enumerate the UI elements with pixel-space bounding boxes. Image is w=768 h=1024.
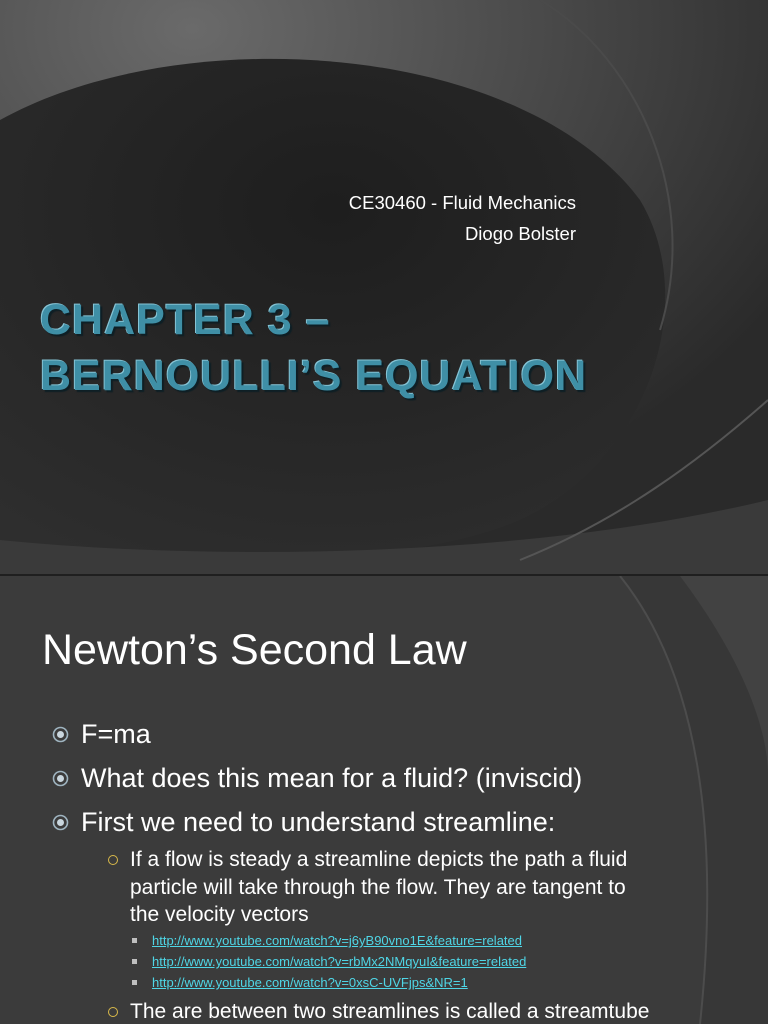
video-link-1[interactable]: http://www.youtube.com/watch?v=j6yB90vno1E&feature=related bbox=[152, 933, 522, 948]
square-bullet-icon bbox=[132, 959, 137, 964]
sub-bullet-item bbox=[108, 846, 648, 931]
link-item bbox=[132, 954, 526, 969]
course-name: CE30460 - Fluid Mechanics bbox=[348, 192, 576, 213]
slide-title bbox=[40, 292, 587, 404]
square-bullet-icon bbox=[132, 938, 137, 943]
author-name: Diogo Bolster bbox=[464, 223, 576, 244]
title-line-1: CHAPTER 3 – bbox=[40, 296, 331, 344]
bullet-item bbox=[52, 763, 582, 794]
sub-bullet-text: The are between two streamlines is called a streamtube bbox=[130, 1000, 650, 1023]
bullet-text: What does this mean for a fluid? (inviscid) bbox=[81, 763, 583, 793]
link-item bbox=[132, 975, 468, 990]
content-slide bbox=[0, 576, 768, 1024]
ring-bullet-icon bbox=[108, 855, 118, 865]
target-bullet-icon bbox=[52, 770, 69, 787]
ring-bullet-icon bbox=[108, 1007, 118, 1017]
video-link-3[interactable]: http://www.youtube.com/watch?v=0xsC-UVFjps&NR=1 bbox=[152, 975, 468, 990]
title-line-2: BERNOULLI’S EQUATION bbox=[40, 352, 588, 400]
bullet-text: F=ma bbox=[81, 719, 151, 749]
slide-title: Newton’s Second Law bbox=[42, 626, 467, 674]
target-bullet-icon bbox=[52, 814, 69, 831]
bullet-text: First we need to understand streamline: bbox=[81, 807, 556, 837]
target-bullet-icon bbox=[52, 726, 69, 743]
sub-bullet-text: If a flow is steady a streamline depicts the path a fluid particle will take through the flow. They are tangent to the velocity vectors bbox=[130, 848, 628, 926]
video-link-2[interactable]: http://www.youtube.com/watch?v=rbMx2NMqyuI&feature=related bbox=[152, 954, 527, 969]
bullet-item bbox=[52, 807, 555, 838]
sub-bullet-item bbox=[108, 998, 648, 1024]
link-item bbox=[132, 933, 522, 948]
bullet-item bbox=[52, 719, 151, 750]
square-bullet-icon bbox=[132, 980, 137, 985]
